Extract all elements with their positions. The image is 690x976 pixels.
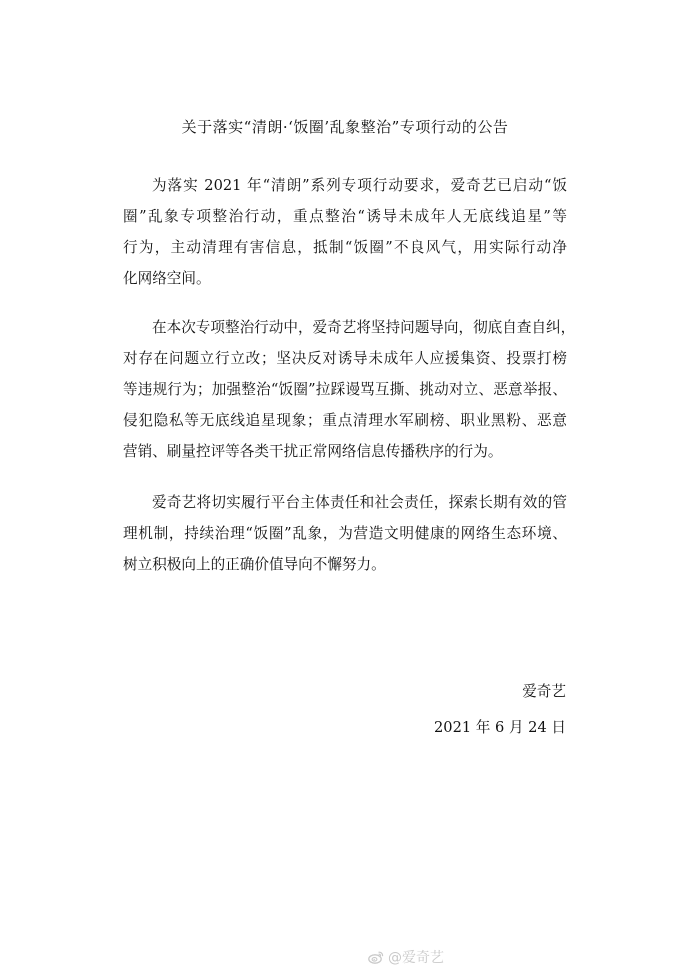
paragraph-line: 等违规行为；加强整治“饭圈”拉踩谩骂互撕、挑动对立、恶意举报、 [123,381,567,398]
document-title: 关于落实“清朗·‘饭圈’乱象整治”专项行动的公告 [181,118,509,136]
paragraph-line: 侵犯隐私等无底线追星现象；重点清理水军刷榜、职业黑粉、恶意 [123,412,567,429]
paragraph-line: 化网络空间。 [123,270,211,287]
paragraph-line: 为落实 2021 年“清朗”系列专项行动要求，爱奇艺已启动“饭 [152,177,567,194]
paragraph-line: 行为，主动清理有害信息，抵制“饭圈”不良风气，用实际行动净 [123,239,567,256]
paragraph-line: 圈”乱象专项整治行动，重点整治“诱导未成年人无底线追星”等 [123,208,567,225]
signature: 爱奇艺 [522,683,566,700]
paragraph-1 [123,170,567,294]
paragraph-line: 对存在问题立行立改；坚决反对诱导未成年人应援集资、投票打榜 [123,350,567,367]
paragraph-line: 营销、刷量控评等各类干扰正常网络信息传播秩序的行为。 [123,443,503,460]
weibo-watermark [368,947,444,967]
paragraph-line: 爱奇艺将切实履行平台主体责任和社会责任，探索长期有效的管 [152,494,567,511]
paragraph-line: 树立积极向上的正确价值导向不懈努力。 [123,556,386,573]
watermark-text: @爱奇艺 [388,950,444,966]
paragraph-line: 在本次专项整治行动中，爱奇艺将坚持问题导向，彻底自查自纠， [152,319,576,336]
paragraph-line: 理机制，持续治理“饭圈”乱象，为营造文明健康的网络生态环境、 [123,525,567,542]
paragraph-3 [123,487,567,580]
date: 2021 年 6 月 24 日 [434,719,566,736]
paragraph-2 [123,312,576,467]
weibo-icon [368,950,384,964]
